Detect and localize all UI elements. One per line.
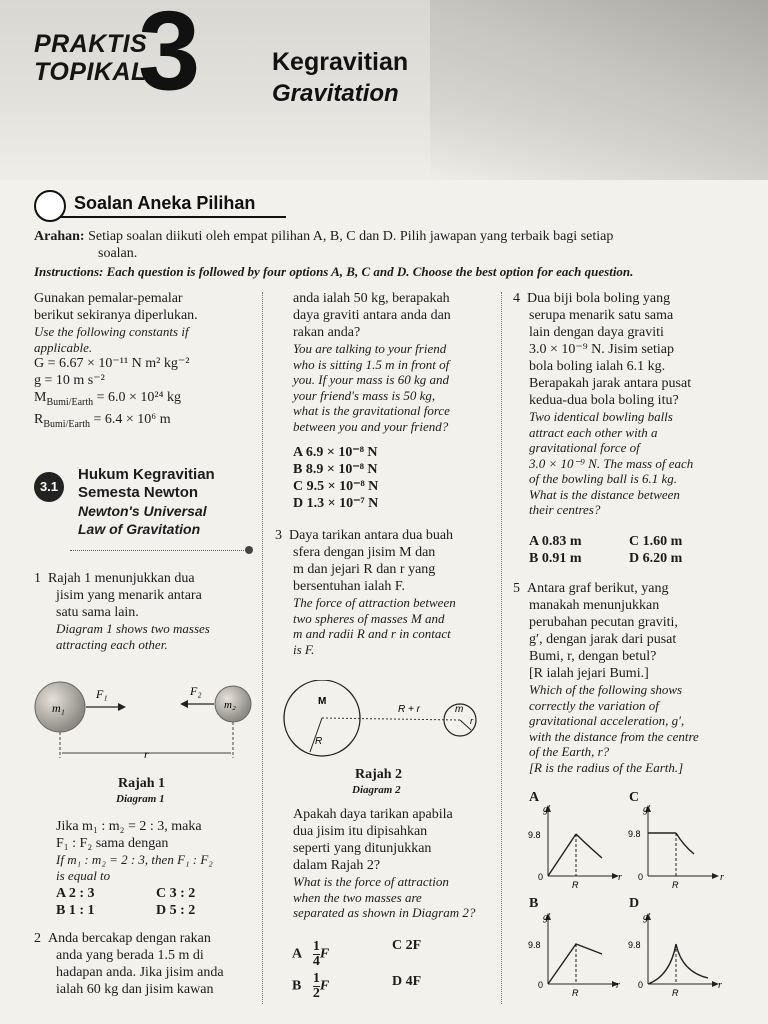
graph-c-R-label: R xyxy=(672,880,679,890)
q2-option-d[interactable]: D 1.3 × 10⁻⁷ N xyxy=(293,496,379,511)
graph-a-g-label: g′ xyxy=(543,804,551,815)
q3-option-d[interactable]: D 4F xyxy=(392,974,422,989)
q5-option-c[interactable]: C xyxy=(629,790,640,805)
diagram-2-caption: Rajah 2 xyxy=(355,767,403,782)
graph-b-g-label: g′ xyxy=(543,912,551,923)
q3-option-b[interactable]: B $\frac{1}{2}$ F xyxy=(292,971,330,1001)
constants-block: Gunakan pemalar-pemalar berikut sekiranya diperlukan. Use the following constants if applicable. G = 6.67 × 10⁻¹¹ N m² kg⁻² g = 10 m s⁻² $M_{Bumi/Earth} = 6.0 \times 10^{24}$ kg $R_{Bumi/Earth} = 6.4 \times 10^6$ m xyxy=(34,290,256,433)
question-2-cont: anda ialah 50 kg, berapakah daya graviti antara anda dan rakan anda? You are talking to your friend who is sitting 1.5 m in front of you. If your mass is 60 kg and your friend's mass is 50 kg, what is the gravitational force between you and your friend? xyxy=(293,291,451,434)
graph-d xyxy=(624,908,734,1000)
graph-c-x-arrow xyxy=(712,873,719,879)
graph-a-9-8-label: 9.8 xyxy=(528,830,541,840)
graph-b-line xyxy=(548,944,602,984)
r-label: r xyxy=(470,716,473,726)
f2-label: F₂ xyxy=(190,684,202,698)
q4-option-d[interactable]: D 6.20 m xyxy=(629,551,683,566)
graph-d-9-8-label: 9.8 xyxy=(628,940,641,950)
q2-option-c[interactable]: C 9.5 × 10⁻⁸ N xyxy=(293,479,379,494)
q4-option-c[interactable]: C 1.60 m xyxy=(629,534,683,549)
graph-c-9-8-label: 9.8 xyxy=(628,829,641,839)
R-label: R xyxy=(315,736,323,747)
r-label: r xyxy=(144,747,149,761)
question-1: 1 Rajah 1 menunjukkan dua jisim yang menarik antara satu sama lain. Diagram 1 shows two masses attracting each other. xyxy=(34,571,210,652)
graph-b-R-label: R xyxy=(572,988,579,998)
graph-a-curve xyxy=(576,834,602,858)
diagram-2-caption-en: Diagram 2 xyxy=(352,784,401,796)
f1-label: F₁ xyxy=(96,687,108,701)
chapter-title-ms: Kegravitian xyxy=(272,48,409,76)
subtopic-badge: 3.1 xyxy=(34,472,64,502)
force-f1-head xyxy=(118,703,126,711)
R-plus-r-label: R + r xyxy=(398,704,420,715)
graph-c-origin: 0 xyxy=(638,872,644,882)
graph-a xyxy=(524,800,624,892)
M-label: M xyxy=(318,696,327,707)
question-1-stem: Jika m₁ : m₂ = 2 : 3, maka F₁ : F₂ sama dengan If m₁ : m₂ = 2 : 3, then F₁ : F₂ is equal to xyxy=(56,819,213,883)
constant-M: $M_{Bumi/Earth} = 6.0 \times 10^{24}$ kg xyxy=(34,390,181,408)
question-4: 4 Dua biji bola boling yang serupa menarik satu sama lain dengan daya graviti 3.0 × 10⁻⁹ N. Jisim setiap bola boling ialah 6.1 kg. Berapakah jarak antara pusat kedua-dua bola boling itu? Two identical bowling balls attract each other with a gravitational force of 3.0 × 10⁻⁹ N. The mass of each of the bowling ball is 6.1 kg. What is the distance between their centres? xyxy=(513,291,694,517)
diagram-1 xyxy=(30,672,260,767)
q2-option-a[interactable]: A 6.9 × 10⁻⁸ N xyxy=(293,445,378,460)
graph-b-origin: 0 xyxy=(538,980,544,990)
diagram-1-caption-en: Diagram 1 xyxy=(116,793,165,805)
q3-option-a[interactable]: A $\frac{1}{4}$ F xyxy=(292,939,330,969)
graph-d-R-label: R xyxy=(672,988,679,998)
graph-d-r-label: r xyxy=(718,980,722,991)
instructions: Instructions: Each question is followed by four options A, B, C and D. Choose the best option for each question. xyxy=(34,264,634,279)
header-shading xyxy=(430,0,768,180)
praktis-label: PRAKTIS xyxy=(34,30,148,58)
subtopic-rule xyxy=(70,550,250,551)
graph-d-rise-curve xyxy=(648,944,676,984)
m-label: m xyxy=(455,704,464,715)
graph-a-r-label: r xyxy=(618,872,622,883)
q2-option-b[interactable]: B 8.9 × 10⁻⁸ N xyxy=(293,462,378,477)
chapter-title-en: Gravitation xyxy=(272,80,399,107)
graph-a-origin: 0 xyxy=(538,872,544,882)
q1-option-a[interactable]: A 2 : 3 xyxy=(56,886,95,901)
rule-dot xyxy=(245,546,253,554)
question-2: 2 Anda bercakap dengan rakan anda yang berada 1.5 m di hadapan anda. Jika jisim anda ialah 60 kg dan jisim kawan xyxy=(34,931,224,997)
q5-option-d[interactable]: D xyxy=(629,896,640,911)
section-title: Soalan Aneka Pilihan xyxy=(74,193,256,213)
question-5: 5 Antara graf berikut, yang manakah menunjukkan perubahan pecutan graviti, g′, dengan jarak dari pusat Bumi, r, dengan betul? [R ialah jejari Bumi.] Which of the following shows correctly the variation of gravitational acceleration, g′, with the distance from the centre of the Earth, r? [R is the radius of the Earth.] xyxy=(513,581,699,775)
graph-b-9-8-label: 9.8 xyxy=(528,940,541,950)
q3-option-c[interactable]: C 2F xyxy=(392,938,422,953)
arahan-cont: soalan. xyxy=(98,246,138,261)
column-divider xyxy=(262,292,263,1004)
force-f2-head xyxy=(180,700,188,708)
diagram-2 xyxy=(272,680,497,765)
graph-c-r-label: r xyxy=(720,872,724,883)
q5-option-a[interactable]: A xyxy=(529,790,540,805)
topikal-label: TOPIKAL xyxy=(34,58,147,86)
m1-label: m₁ xyxy=(52,701,65,715)
graph-a-line xyxy=(548,834,576,876)
graph-b xyxy=(524,908,624,1000)
separation-line xyxy=(322,718,460,720)
q1-option-d[interactable]: D 5 : 2 xyxy=(156,903,196,918)
q4-option-a[interactable]: A 0.83 m xyxy=(529,534,582,549)
graph-d-fall-curve xyxy=(676,944,708,978)
constant-g: g = 10 m s⁻² xyxy=(34,373,105,388)
graph-c-g-label: g′ xyxy=(643,804,651,815)
q1-option-c[interactable]: C 3 : 2 xyxy=(156,886,196,901)
question-3-stem: Apakah daya tarikan apabila dua jisim itu dipisahkan seperti yang ditunjukkan dalam Rajah 2? What is the force of attraction when the two masses are separated as shown in Diagram 2? xyxy=(293,807,476,920)
graph-b-r-label: r xyxy=(616,980,620,991)
graph-d-g-label: g′ xyxy=(643,912,651,923)
graph-c xyxy=(624,800,734,892)
m2-label: m₂ xyxy=(224,699,236,711)
q4-option-b[interactable]: B 0.91 m xyxy=(529,551,582,566)
arahan: Arahan: Setiap soalan diikuti oleh empat pilihan A, B, C dan D. Pilih jawapan yang terbaik bagi setiap xyxy=(34,229,614,244)
constant-R: $R_{Bumi/Earth} = 6.4 \times 10^6$ m xyxy=(34,411,171,430)
graph-a-R-label: R xyxy=(572,880,579,890)
column-divider xyxy=(501,292,502,1004)
q1-option-b[interactable]: B 1 : 1 xyxy=(56,903,95,918)
constant-G: G = 6.67 × 10⁻¹¹ N m² kg⁻² xyxy=(34,356,190,371)
section-underline xyxy=(60,216,286,218)
subtopic-heading: Hukum Kegravitian Semesta Newton Newton's Universal Law of Gravitation xyxy=(78,466,215,537)
question-3: 3 Daya tarikan antara dua buah sfera dengan jisim M dan m dan jejari R dan r yang bersentuhan ialah F. The force of attraction between two spheres of masses M and m and radii R and r in contact is F. xyxy=(275,528,456,657)
q5-option-b[interactable]: B xyxy=(529,896,539,911)
graph-c-curve xyxy=(676,833,694,854)
diagram-1-caption: Rajah 1 xyxy=(118,776,166,791)
chapter-number: 3 xyxy=(138,0,201,113)
graph-d-origin: 0 xyxy=(638,980,644,990)
